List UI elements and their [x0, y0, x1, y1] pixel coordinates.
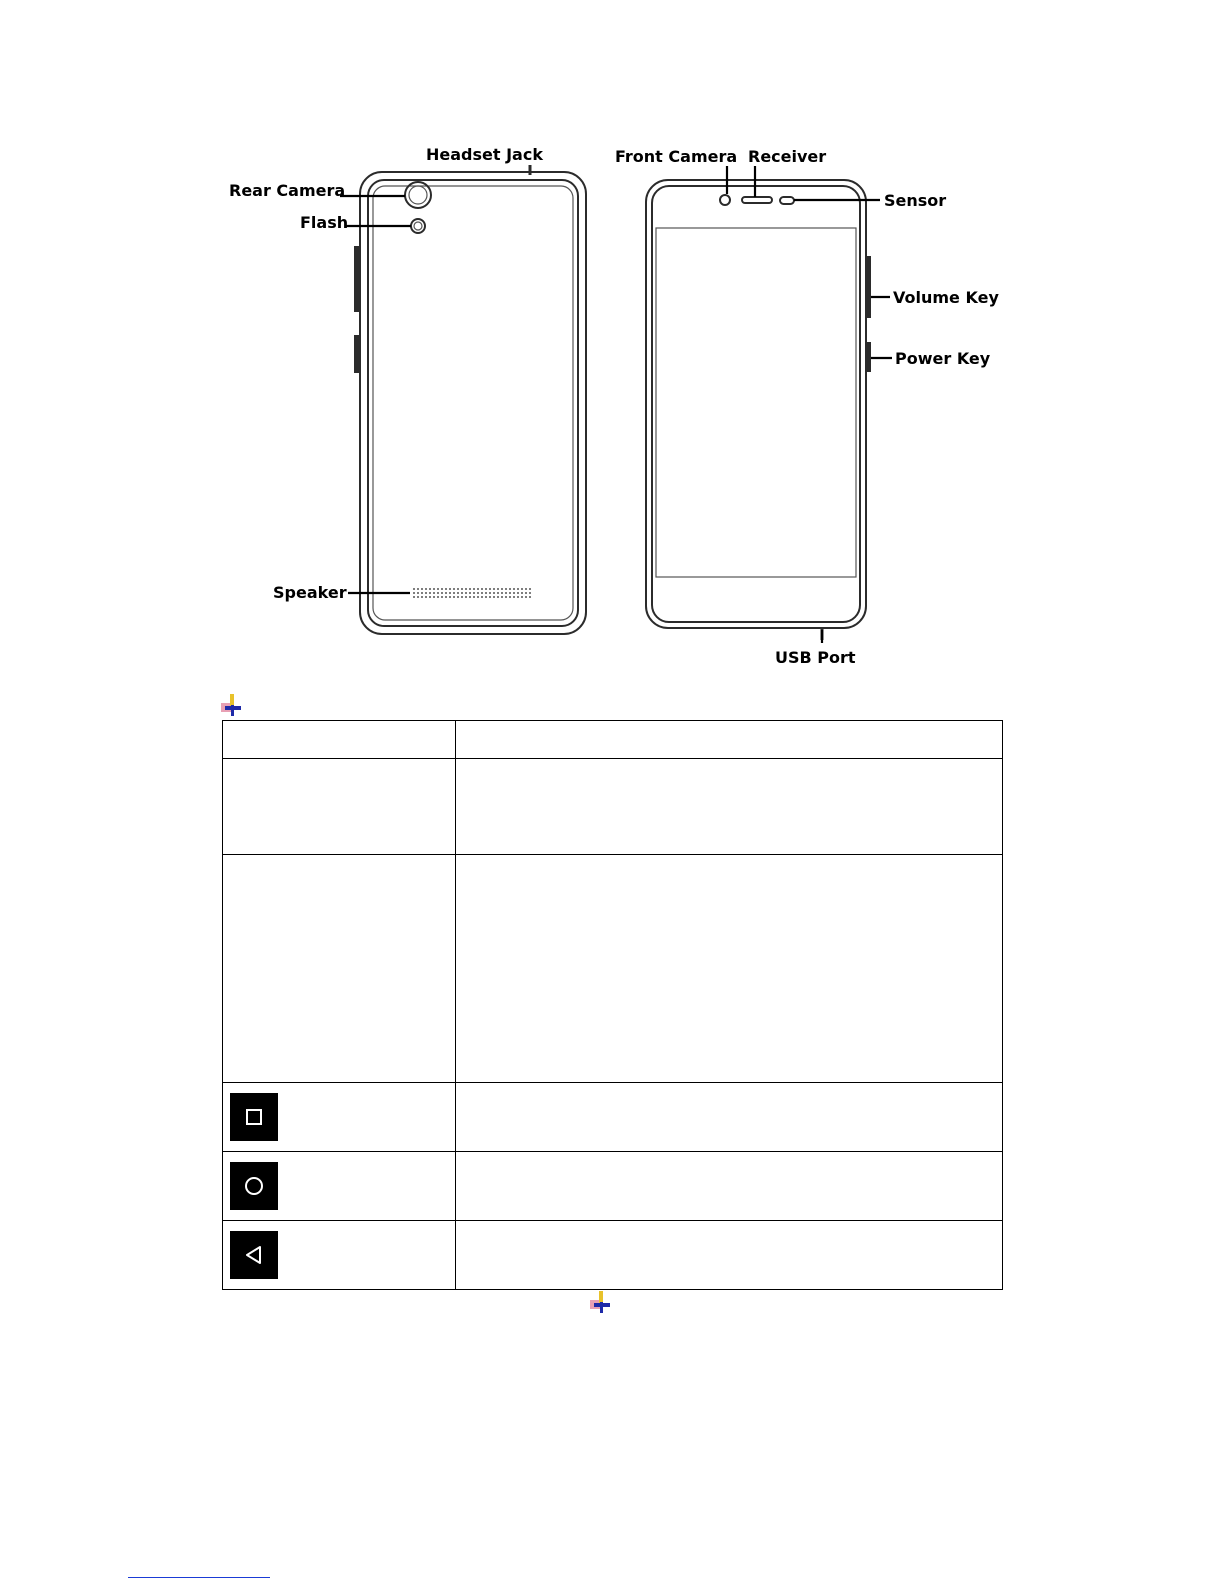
label-usb-port: USB Port	[775, 648, 856, 667]
speaker-grill-dot	[529, 596, 531, 598]
table-cell-description	[456, 1083, 1003, 1152]
speaker-grill-dot	[505, 588, 507, 590]
power-key-button	[866, 342, 871, 372]
receiver-icon	[742, 197, 772, 203]
phone-diagram	[0, 0, 1225, 680]
speaker-grill-icon	[413, 588, 531, 598]
speaker-grill-dot	[437, 596, 439, 598]
speaker-grill-dot	[465, 588, 467, 590]
speaker-grill-dot	[473, 588, 475, 590]
speaker-grill-dot	[501, 588, 503, 590]
speaker-grill-dot	[493, 592, 495, 594]
table-cell-description	[456, 855, 1003, 1083]
speaker-grill-dot	[489, 588, 491, 590]
table-row	[223, 721, 1003, 759]
speaker-grill-dot	[429, 596, 431, 598]
speaker-grill-dot	[489, 592, 491, 594]
speaker-grill-dot	[473, 592, 475, 594]
speaker-grill-dot	[413, 596, 415, 598]
table-cell-key	[223, 1221, 456, 1290]
speaker-grill-dot	[453, 588, 455, 590]
speaker-grill-dot	[501, 596, 503, 598]
speaker-grill-dot	[513, 592, 515, 594]
speaker-grill-dot	[477, 596, 479, 598]
speaker-grill-dot	[433, 588, 435, 590]
table-cell-key	[223, 759, 456, 855]
speaker-grill-dot	[421, 596, 423, 598]
speaker-grill-dot	[465, 596, 467, 598]
table-anchor-icon	[590, 1291, 612, 1313]
speaker-grill-dot	[437, 592, 439, 594]
speaker-grill-dot	[509, 596, 511, 598]
label-receiver: Receiver	[748, 147, 827, 166]
rear-power-button	[354, 335, 360, 373]
table-cell-key	[223, 855, 456, 1083]
speaker-grill-dot	[465, 592, 467, 594]
speaker-grill-dot	[437, 588, 439, 590]
speaker-grill-dot	[477, 588, 479, 590]
label-power-key: Power Key	[895, 349, 991, 368]
keys-table	[222, 720, 1003, 1290]
label-volume-key: Volume Key	[893, 288, 999, 307]
speaker-grill-dot	[461, 592, 463, 594]
speaker-grill-dot	[433, 592, 435, 594]
speaker-grill-dot	[477, 592, 479, 594]
speaker-grill-dot	[453, 596, 455, 598]
table-cell-description	[456, 759, 1003, 855]
speaker-grill-dot	[525, 596, 527, 598]
speaker-grill-dot	[425, 588, 427, 590]
speaker-grill-dot	[485, 592, 487, 594]
speaker-grill-dot	[433, 596, 435, 598]
speaker-grill-dot	[513, 588, 515, 590]
table-cell-key	[223, 1083, 456, 1152]
speaker-grill-dot	[497, 592, 499, 594]
speaker-grill-dot	[461, 596, 463, 598]
table-row	[223, 855, 1003, 1083]
speaker-grill-dot	[441, 592, 443, 594]
label-flash: Flash	[300, 213, 349, 232]
screen-area	[656, 228, 856, 577]
speaker-grill-dot	[505, 596, 507, 598]
speaker-grill-dot	[501, 592, 503, 594]
speaker-grill-dot	[525, 592, 527, 594]
speaker-grill-dot	[417, 588, 419, 590]
speaker-grill-dot	[449, 588, 451, 590]
rear-phone-view	[354, 165, 586, 634]
speaker-grill-dot	[469, 588, 471, 590]
speaker-grill-dot	[481, 596, 483, 598]
speaker-grill-dot	[429, 588, 431, 590]
table-cell-description	[456, 721, 1003, 759]
label-headset-jack: Headset Jack	[426, 145, 543, 164]
label-speaker: Speaker	[273, 583, 347, 602]
speaker-grill-dot	[529, 592, 531, 594]
speaker-grill-dot	[421, 588, 423, 590]
table-anchor-icon	[221, 694, 243, 716]
speaker-grill-dot	[457, 588, 459, 590]
speaker-grill-dot	[513, 596, 515, 598]
speaker-grill-dot	[417, 592, 419, 594]
square-icon	[230, 1093, 278, 1141]
table-cell-description	[456, 1152, 1003, 1221]
speaker-grill-dot	[497, 588, 499, 590]
flash-icon	[411, 219, 425, 233]
speaker-grill-dot	[521, 592, 523, 594]
speaker-grill-dot	[481, 588, 483, 590]
speaker-grill-dot	[457, 592, 459, 594]
speaker-grill-dot	[441, 596, 443, 598]
speaker-grill-dot	[413, 588, 415, 590]
speaker-grill-dot	[509, 588, 511, 590]
speaker-grill-dot	[493, 588, 495, 590]
speaker-grill-dot	[485, 588, 487, 590]
sensor-icon	[780, 197, 794, 204]
speaker-grill-dot	[457, 596, 459, 598]
speaker-grill-dot	[425, 592, 427, 594]
speaker-grill-dot	[429, 592, 431, 594]
table-row	[223, 1152, 1003, 1221]
speaker-grill-dot	[445, 588, 447, 590]
table-cell-key	[223, 1152, 456, 1221]
speaker-grill-dot	[445, 596, 447, 598]
footer-link-underline	[128, 1577, 270, 1578]
speaker-grill-dot	[485, 596, 487, 598]
label-front-camera: Front Camera	[615, 147, 738, 166]
speaker-grill-dot	[469, 596, 471, 598]
speaker-grill-dot	[441, 588, 443, 590]
front-camera-icon	[720, 195, 730, 205]
speaker-grill-dot	[461, 588, 463, 590]
volume-key-button	[866, 256, 871, 318]
front-phone-view	[646, 180, 871, 640]
table-row	[223, 1221, 1003, 1290]
speaker-grill-dot	[449, 592, 451, 594]
speaker-grill-dot	[497, 596, 499, 598]
label-rear-camera: Rear Camera	[229, 181, 346, 200]
table-cell-description	[456, 1221, 1003, 1290]
speaker-grill-dot	[521, 596, 523, 598]
speaker-grill-dot	[509, 592, 511, 594]
label-sensor: Sensor	[884, 191, 947, 210]
table-row	[223, 759, 1003, 855]
triangle-back-icon	[230, 1231, 278, 1279]
table-cell-key	[223, 721, 456, 759]
speaker-grill-dot	[421, 592, 423, 594]
speaker-grill-dot	[453, 592, 455, 594]
speaker-grill-dot	[481, 592, 483, 594]
speaker-grill-dot	[521, 588, 523, 590]
speaker-grill-dot	[417, 596, 419, 598]
rear-volume-button	[354, 246, 360, 312]
speaker-grill-dot	[425, 596, 427, 598]
speaker-grill-dot	[517, 588, 519, 590]
speaker-grill-dot	[505, 592, 507, 594]
speaker-grill-dot	[517, 596, 519, 598]
circle-icon	[230, 1162, 278, 1210]
speaker-grill-dot	[469, 592, 471, 594]
table-row	[223, 1083, 1003, 1152]
speaker-grill-dot	[449, 596, 451, 598]
speaker-grill-dot	[413, 592, 415, 594]
speaker-grill-dot	[445, 592, 447, 594]
speaker-grill-dot	[517, 592, 519, 594]
speaker-grill-dot	[529, 588, 531, 590]
speaker-grill-dot	[493, 596, 495, 598]
speaker-grill-dot	[473, 596, 475, 598]
speaker-grill-dot	[525, 588, 527, 590]
speaker-grill-dot	[489, 596, 491, 598]
